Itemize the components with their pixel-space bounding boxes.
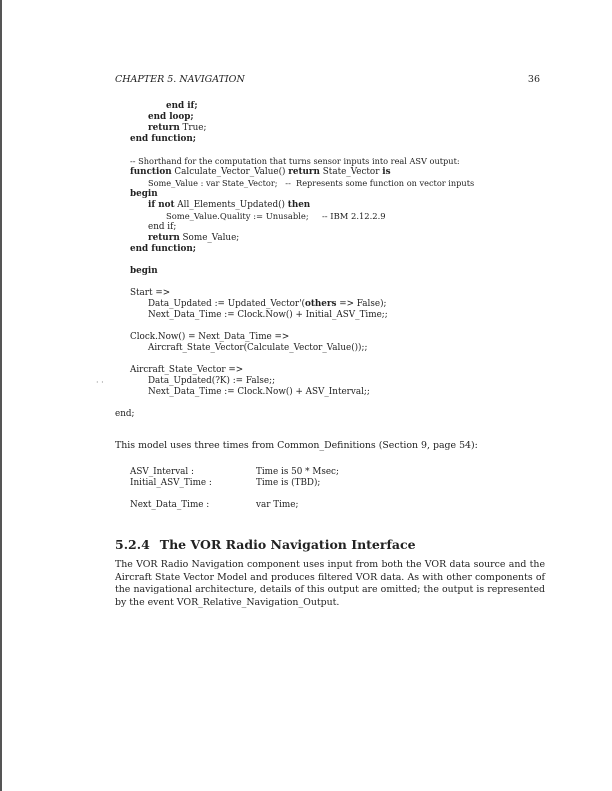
code-line: Aircraft_State_Vector(Calculate_Vector_Value());; [148,343,368,353]
code-keyword: if not [148,200,175,210]
code-line [148,299,386,310]
code-text: Calculate_Vector_Value() [171,167,289,177]
code-keyword: function [130,167,172,177]
code-comment: -- Shorthand for the computation that turns sensor inputs into real ASV output: [130,156,460,166]
code-line: end function; [130,134,197,144]
code-line: end loop; [148,112,194,122]
code-line: end function; [130,244,197,254]
section-body: The VOR Radio Navigation component uses input from both the VOR data source and the Aircraft State Vector Model and produces filtered VOR data. As with other components of the navigational architecture, details of this output are omitted; the output is represented by the event VOR_Relative_Navigation_Output. [115,559,545,608]
page-edge [0,0,2,791]
code-text: All_Elements_Updated() [174,200,288,210]
code-line: Clock.Now() = Next_Data_Time => [130,332,290,342]
code-line: begin [130,189,158,199]
code-line: end; [115,409,135,419]
definition-value: var Time; [256,500,299,510]
code-line [130,167,391,178]
definition-value: Time is 50 * Msec; [256,467,339,477]
code-line: end if; [148,222,177,232]
code-keyword: return [148,233,180,243]
definition-value: Time is (TBD); [256,478,321,488]
page-number: 36 [527,74,540,85]
definition-name: Initial_ASV_Time : [130,478,212,488]
margin-mark: · · [96,378,104,387]
code-line: end if; [166,101,198,111]
code-text: Some_Value; [179,233,240,243]
page-header [115,74,540,85]
definition-name: Next_Data_Time : [130,500,210,510]
code-line: Data_Updated(?K) := False;; [148,376,276,386]
code-text: => False); [336,299,387,309]
code-keyword: then [287,200,311,210]
code-line: Aircraft_State_Vector => [130,365,244,375]
code-line: Start => [130,288,171,298]
code-line [148,233,239,244]
chapter-title: CHAPTER 5. NAVIGATION [115,74,245,85]
code-text: State_Vector [319,167,383,177]
code-line [148,123,206,134]
code-keyword: is [382,167,391,177]
code-line: begin [130,266,158,276]
code-line: Next_Data_Time := Clock.Now() + Initial_ASV_Time;; [148,310,388,320]
code-line: Some_Value : var State_Vector; -- Represents some function on vector inputs [148,178,475,188]
code-line: Some_Value.Quality := Unusable; -- IBM 2.12.2.9 [166,211,386,221]
code-keyword: return [148,123,180,133]
code-keyword: return [288,167,320,177]
code-line [148,200,310,211]
definition-name: ASV_Interval : [130,467,195,477]
code-keyword: others [304,299,337,309]
section-number: 5.2.4 [115,537,150,552]
section-title: The VOR Radio Navigation Interface [159,537,416,552]
code-text: Data_Updated := Updated_Vector'( [148,299,305,309]
code-line: Next_Data_Time := Clock.Now() + ASV_Interval;; [148,387,370,397]
code-text: True; [179,123,207,133]
model-description: This model uses three times from Common_Definitions (Section 9, page 54): [115,440,478,451]
section-heading [115,537,416,552]
